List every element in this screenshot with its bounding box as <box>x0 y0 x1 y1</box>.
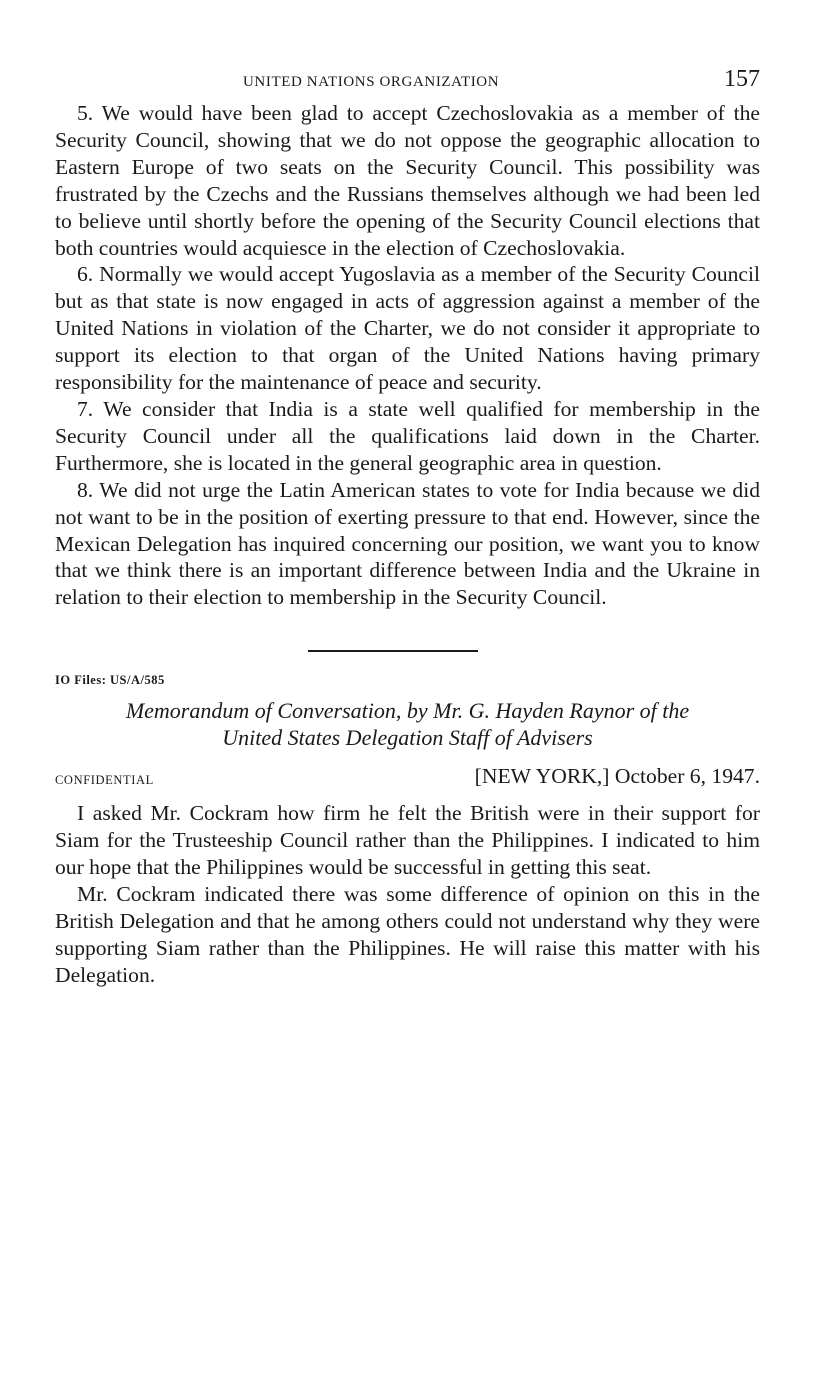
place-rest-new: EW <box>497 764 532 789</box>
section-divider <box>308 650 478 652</box>
memorandum-title <box>55 697 760 751</box>
memo-paragraph-1: I asked Mr. Cockram how firm he felt the British were in their support for Siam for the Trusteeship Council rather than the Philippines. I indicated to him our hope that the Philippines would be successful in getting this seat. <box>55 801 760 880</box>
document-page <box>55 60 760 989</box>
page-number: 157 <box>724 66 760 92</box>
section-body <box>55 100 760 611</box>
paragraph-7: 7. We consider that India is a state well qualified for membership in the Security Council under all the qualifications laid down in the Charter. Furthermore, she is located in the general geographic area in question. <box>55 396 760 475</box>
place-rest-york: ORK <box>551 764 597 789</box>
memo-paragraph-2: Mr. Cockram indicated there was some difference of opinion on this in the British Delegation and that he among others could not understand why they were supporting Siam rather than the Philippines. He will raise this matter with his Delegation. <box>55 881 760 987</box>
running-header <box>55 60 760 100</box>
place-initial-new: N <box>481 764 498 789</box>
memo-date: October 6, 1947. <box>614 764 760 789</box>
dateline <box>55 764 760 794</box>
paragraph-6: 6. Normally we would accept Yugoslavia as a member of the Security Council but as that state is now engaged in acts of aggression against a member of the United Nations in violation of the Charter, we do not consider it appropriate to support its election to that organ of the United Nations having primary responsibility for the maintenance of peace and security. <box>55 262 760 395</box>
place-initial-york: Y <box>535 764 552 789</box>
running-title: UNITED NATIONS ORGANIZATION <box>243 74 500 90</box>
memorandum-title-line-1: Memorandum of Conversation, by Mr. G. Hayden Raynor of the <box>125 698 690 724</box>
memorandum-body <box>55 800 760 988</box>
place-and-date <box>475 764 760 789</box>
classification-label: CONFIDENTIAL <box>55 773 154 788</box>
paragraph-5: 5. We would have been glad to accept Czechoslovakia as a member of the Security Council, showing that we do not oppose the geographic allocation to Eastern Europe of two seats on the Security Council. This possibility was frustrated by the Czechs and the Russians themselves although we had been led to believe until shortly before the opening of the Security Council elections that both countries would acquiesce in the election of Czechoslovakia. <box>55 101 760 260</box>
place-close-bracket: ,] <box>596 764 610 789</box>
paragraph-8: 8. We did not urge the Latin American states to vote for India because we did not want to be in the position of exerting pressure to that end. However, since the Mexican Delegation has inquired concerning our position, we want you to know that we think there is an important difference between India and the Ukraine in relation to their election to membership in the Security Council. <box>55 477 760 610</box>
file-reference: IO Files: US/A/585 <box>55 673 165 688</box>
memorandum-title-line-2: United States Delegation Staff of Advisers <box>222 725 593 751</box>
place-open-bracket: [ <box>474 764 482 789</box>
